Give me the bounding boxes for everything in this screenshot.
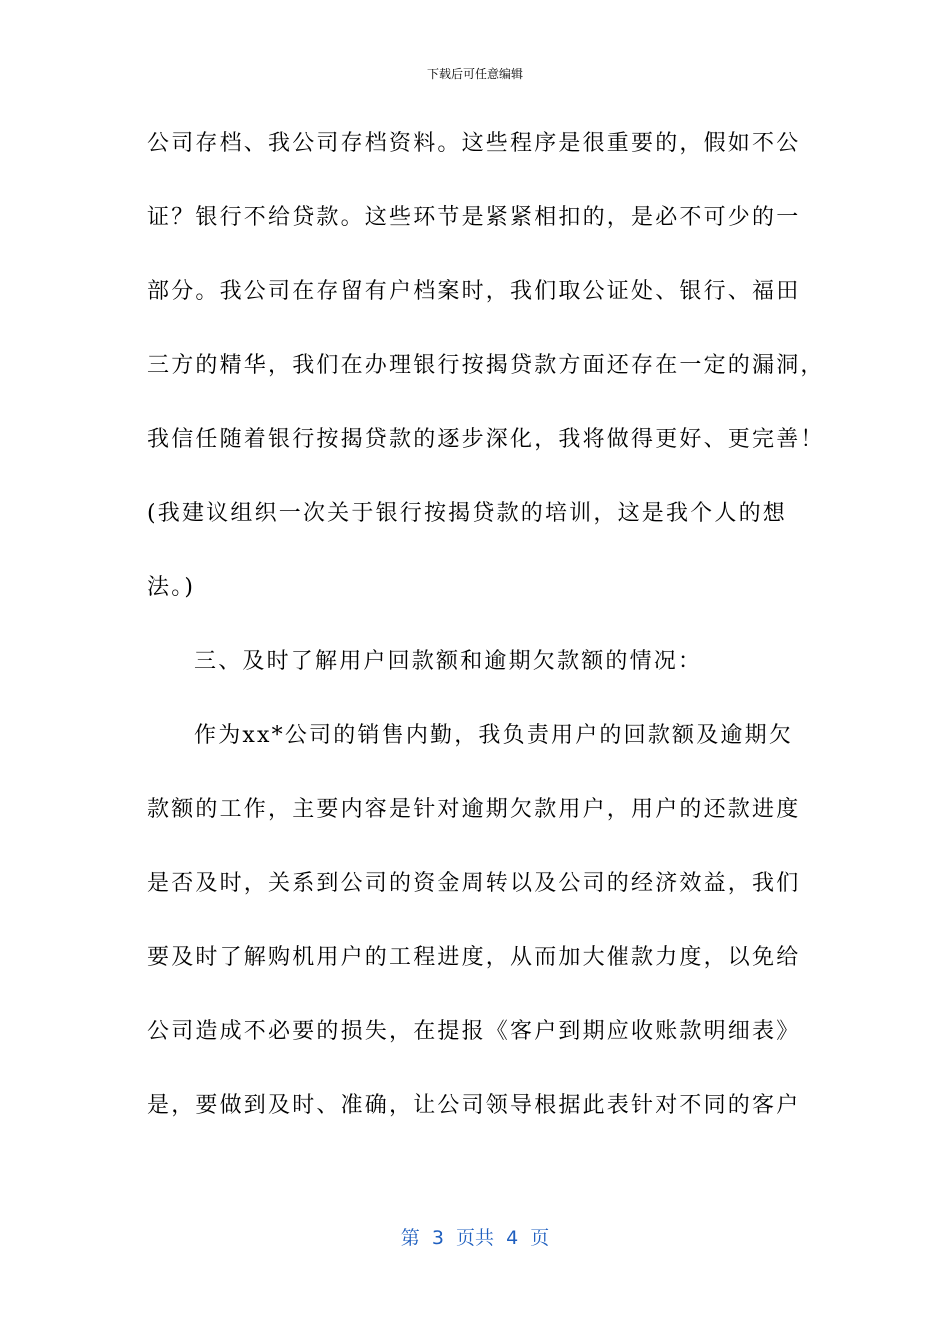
body-line: 公司存档、我公司存档资料。这些程序是很重要的，假如不公 bbox=[147, 131, 801, 156]
body-line: 法。) bbox=[147, 575, 196, 600]
body-line: 款额的工作，主要内容是针对逾期欠款用户，用户的还款进度 bbox=[147, 797, 801, 822]
body-line: 证？银行不给贷款。这些环节是紧紧相扣的，是必不可少的一 bbox=[147, 205, 801, 230]
document-body bbox=[147, 124, 825, 1160]
body-line: 是，要做到及时、准确，让公司领导根据此表针对不同的客户 bbox=[147, 1093, 801, 1118]
body-line: 我信任随着银行按揭贷款的逐步深化，我将做得更好、更完善！ bbox=[147, 427, 825, 452]
body-line: 部分。我公司在存留有户档案时，我们取公证处、银行、福田 bbox=[147, 279, 801, 304]
body-line: 三方的精华，我们在办理银行按揭贷款方面还存在一定的漏洞， bbox=[147, 353, 825, 378]
body-line: 是否及时，关系到公司的资金周转以及公司的经济效益，我们 bbox=[147, 871, 801, 896]
body-line: 要及时了解购机用户的工程进度，从而加大催款力度，以免给 bbox=[147, 945, 801, 970]
section-heading: 三、及时了解用户回款额和逾期欠款额的情况： bbox=[194, 649, 703, 674]
page-header: 下载后可任意编辑 bbox=[426, 67, 523, 81]
body-line: (我建议组织一次关于银行按揭贷款的培训，这是我个人的想 bbox=[147, 501, 787, 526]
body-line: 作为xx*公司的销售内勤，我负责用户的回款额及逾期欠 bbox=[194, 723, 794, 748]
body-line: 公司造成不必要的损失，在提报《客户到期应收账款明细表》 bbox=[147, 1019, 801, 1044]
page-number-footer: 第 3 页共 4 页 bbox=[400, 1227, 550, 1249]
